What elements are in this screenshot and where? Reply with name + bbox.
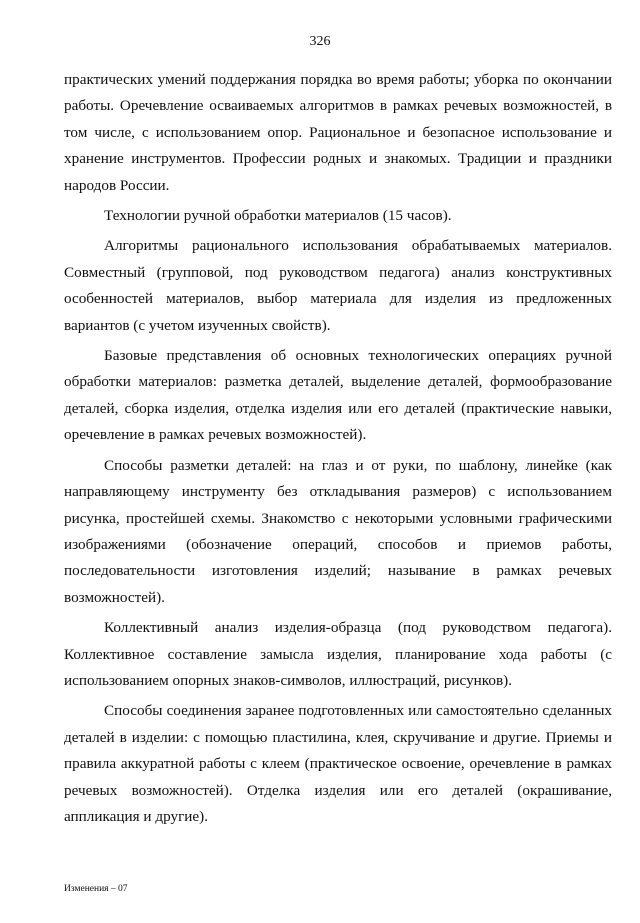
paragraph-basic-operations: Базовые представления об основных технологических операциях ручной обработки материалов: разметка деталей, выделение деталей, формообразование деталей, сборка изделия, отделка изделия или его деталей (практические навыки, оречевление в рамках речевых возможностей).	[64, 347, 612, 444]
page-number: 326	[309, 34, 331, 49]
body-text	[64, 67, 612, 830]
paragraph-collective-analysis: Коллективный анализ изделия-образца (под руководством педагога). Коллективное составление замысла изделия, планирование хода работы (с использованием опорных знаков-символов, иллюстраций, рисунков).	[64, 619, 612, 689]
paragraph-material-algorithms: Алгоритмы рационального использования обрабатываемых материалов. Совместный (групповой, под руководством педагога) анализ конструктивных особенностей материалов, выбор материала для изделия из предложенных вариантов (с учетом изученных свойств).	[64, 237, 612, 334]
footer-revision-note: Изменения – 07	[64, 884, 128, 894]
paragraph-marking-methods: Способы разметки деталей: на глаз и от руки, по шаблону, линейке (как направляющему инструменту без откладывания размеров) с использованием рисунка, простейшей схемы. Знакомство с некоторыми условными графическими изображениями (обозначение операций, способов и приемов работы, последовательности изготовления изделий; называние в рамках речевых возможностей).	[64, 456, 612, 606]
paragraph-continuation: практических умений поддержания порядка во время работы; уборка по окончании работы. Оречевление осваиваемых алгоритмов в рамках речевых возможностей, в том числе, с использованием опор. Рациональное и безопасное использование и хранение инструментов. Профессии родных и знакомых. Традиции и праздники народов России.	[64, 71, 612, 194]
section-heading-manual-processing: Технологии ручной обработки материалов (15 часов).	[104, 207, 452, 225]
paragraph-joining-methods: Способы соединения заранее подготовленных или самостоятельно сделанных деталей в изделии: с помощью пластилина, клея, скручивание и другие. Приемы и правила аккуратной работы с клеем (практическое освоение, оречевление в рамках речевых возможностей). Отделка изделия или его деталей (окрашивание, аппликация и другие).	[64, 702, 612, 825]
